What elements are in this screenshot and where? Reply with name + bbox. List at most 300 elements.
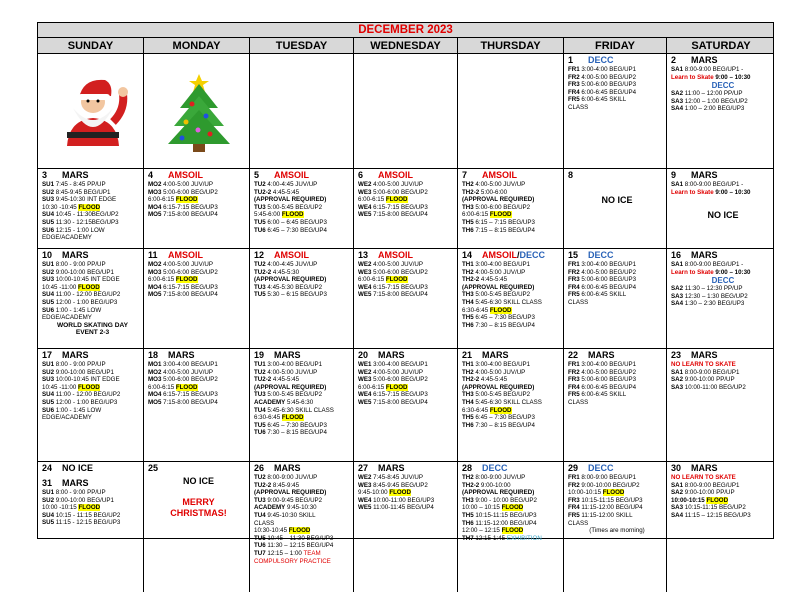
line-text: 8:45-9:45 BEG/UP1 [54, 188, 111, 196]
day-cell-tuesday [250, 249, 354, 348]
line-text: 6:00-6:45 SKILL [579, 96, 627, 104]
schedule-line [254, 414, 353, 422]
schedule-line [358, 399, 457, 407]
day-cell-wednesday [354, 249, 458, 348]
day-header [671, 463, 773, 474]
day-header [671, 55, 773, 66]
line-code: TH1 [462, 361, 474, 368]
schedule-line [568, 261, 666, 269]
schedule-line [462, 219, 563, 227]
schedule-line [462, 512, 563, 520]
line-text: 10:00-10:15 [568, 489, 603, 497]
rink-name: MARS [691, 463, 718, 473]
line-code: TU3 [254, 203, 266, 211]
schedule-line [358, 369, 457, 377]
schedule-line [462, 489, 563, 497]
day-cell-tuesday [250, 54, 354, 168]
schedule-line [358, 497, 457, 505]
schedule-line [462, 520, 563, 528]
line-text: 6:00-6:15 [148, 276, 176, 284]
line-code: MO5 [148, 398, 162, 406]
week-row [38, 54, 773, 169]
schedule-line [462, 422, 563, 430]
schedule-line [42, 497, 143, 505]
schedule-line [148, 284, 249, 292]
line-text: 12:00 - 1:00 BEG/UP3 [54, 298, 118, 306]
day-header [42, 170, 143, 181]
line-code: 10:00-10:15 [671, 496, 707, 504]
line-text: 12:15 - 1:00 LOW [54, 226, 105, 234]
day-cell-sunday [38, 249, 144, 348]
line-text: 6:00-6:15 [148, 383, 176, 391]
line-text: 8:00-9:00 JUV/UP [265, 474, 318, 481]
line-code: SA1 [671, 481, 684, 489]
schedule-line [42, 369, 143, 377]
line-text: 7:15-8:00 BEG/UP4 [371, 211, 428, 219]
line-text: 6:00-6:45 BEG/UP4 [579, 88, 637, 96]
flood-label: FLOOD [281, 414, 304, 422]
schedule-line [148, 369, 249, 377]
line-code: MO3 [148, 188, 162, 196]
schedule-line [358, 384, 457, 392]
rink-name: MARS [274, 463, 301, 473]
line-code: FR1 [568, 474, 580, 481]
line-code: WE5 [358, 291, 372, 299]
line-code: TU4 [254, 511, 266, 519]
week-row [38, 169, 773, 249]
line-code: FR5 [568, 391, 580, 399]
line-code: SU3 [42, 276, 55, 284]
line-code: SU3 [42, 376, 55, 384]
weekday-header [38, 38, 773, 54]
line-text: 5:30 – 6:15 BEG/UP3 [265, 291, 327, 299]
rink-name: MARS [588, 350, 615, 360]
line-text: 10:15 - 11:15 BEG/UP2 [54, 511, 121, 519]
day-cell-thursday [458, 349, 564, 461]
line-text: 5:00-5:45 BEG/UP2 [473, 391, 531, 399]
day-cell-thursday [458, 169, 564, 248]
line-code: WE4 [358, 496, 372, 504]
line-text: 9:00-10:00 PP/UP [683, 376, 735, 384]
week-row [38, 462, 773, 592]
line-code: TH5 [462, 314, 474, 322]
line-text: 1:30 – 2:30 BEG/UP3 [683, 300, 745, 308]
line-text: 5:00-5:45 BEG/UP2 [265, 203, 323, 211]
day-number: 4 [148, 170, 154, 180]
line-text: 3:00-4:00 BEG/UP1 [265, 361, 323, 368]
day-header [568, 250, 666, 261]
line-code: SU2 [42, 188, 55, 196]
line-text: 9:00-10:00 BEG/UP1 [54, 368, 114, 376]
line-code: WE3 [358, 268, 372, 276]
schedule-line [42, 376, 143, 384]
line-code: MO2 [148, 261, 162, 268]
schedule-line: WORLD SKATING DAY [56, 321, 129, 329]
line-code: TU6 [254, 226, 266, 234]
line-code: SA2 [671, 285, 684, 293]
line-text: 12:15-1:45 [473, 534, 507, 542]
schedule-line [254, 189, 353, 197]
schedule-line [42, 361, 143, 369]
line-code: SU4 [42, 391, 55, 399]
schedule-line [254, 407, 353, 415]
schedule-line [148, 361, 249, 369]
line-text: 1:00 - 1:45 LOW [54, 306, 102, 314]
schedule-line [462, 196, 563, 204]
day-header [358, 170, 457, 181]
schedule-line [42, 307, 143, 315]
week-row [38, 349, 773, 462]
day-number: 16 [671, 250, 682, 260]
line-code: TH3 [462, 391, 474, 399]
schedule-line [358, 474, 457, 482]
flood-label: FLOOD [78, 504, 101, 512]
line-text: 8:45-9:45 [271, 481, 300, 489]
schedule-line [254, 276, 353, 284]
merry-christmas-label [148, 497, 249, 519]
day-number: 11 [148, 250, 158, 260]
line-text: 5:00-6:00 BEG/UP3 [579, 276, 637, 284]
schedule-line [254, 219, 353, 227]
schedule-line [42, 181, 143, 189]
line-text: 7:15 – 8:15 BEG/UP4 [473, 226, 535, 234]
line-code: TU7 [254, 549, 266, 557]
schedule-line [671, 285, 773, 293]
rink-name [482, 250, 545, 260]
schedule-line [254, 204, 353, 212]
day-number: 31 [42, 478, 53, 488]
day-header [148, 170, 249, 181]
schedule-line [671, 497, 773, 505]
day-cell-friday [564, 54, 667, 168]
learn-to-skate-label: Learn to Skate [671, 268, 714, 276]
schedule-line [462, 204, 563, 212]
schedule-line [671, 512, 773, 520]
schedule-line [568, 497, 666, 505]
learn-to-skate-time: 9:00 – 10:30 [713, 188, 751, 196]
line-text: EDGE/ACADEMY [42, 414, 92, 422]
schedule-line [462, 181, 563, 189]
day-header [254, 250, 353, 261]
rink-name: MARS [378, 463, 405, 473]
schedule-line [148, 391, 249, 399]
line-code: SU6 [42, 226, 55, 234]
line-code: TH3 [462, 203, 474, 211]
schedule-line [462, 284, 563, 292]
schedule-line [148, 261, 249, 269]
line-code: (APPROVAL REQUIRED) [254, 276, 327, 284]
day-header [42, 350, 143, 361]
line-text: 6:00-6:15 [358, 196, 386, 204]
day-cell-monday [144, 54, 250, 168]
line-text: 10:15-11:15 BEG/UP3 [473, 511, 537, 519]
line-text: 9:00-9:45 BEG/UP2 [265, 496, 323, 504]
schedule-line [254, 520, 353, 528]
schedule-line [254, 384, 353, 392]
schedule-line [42, 234, 143, 242]
line-text: 4:00-5:00 JUV/UP [473, 368, 526, 376]
rink-name: AMSOIL [378, 170, 413, 180]
line-text: 9:45-10:00 [358, 489, 390, 497]
line-text: 12:15 – 1:00 [265, 549, 304, 557]
line-code: FR2 [568, 73, 580, 81]
rink-name: MARS [482, 350, 509, 360]
line-text: 4:45-5:45 [271, 376, 300, 384]
day-number: 2 [671, 55, 677, 65]
line-code: TU2 [254, 261, 266, 268]
line-text: 10:00-11:00 BEG/UP3 [371, 496, 435, 504]
line-code: TH4 [462, 398, 474, 406]
line-code: SU1 [42, 261, 55, 268]
line-code: WE1 [358, 361, 372, 368]
schedule-line [462, 527, 563, 535]
line-text: 3:00-4:00 BEG/UP1 [161, 361, 218, 368]
schedule-line [42, 219, 143, 227]
schedule-line [254, 376, 353, 384]
line-code: TU3 [254, 283, 266, 291]
rink-name: DECC [482, 463, 508, 473]
schedule-line [671, 376, 773, 384]
line-text: 5:00-6:00 BEG/UP2 [371, 376, 428, 384]
schedule-line [42, 211, 143, 219]
line-text: 4:00-5:00 JUV/UP [161, 368, 214, 376]
day-header [462, 463, 563, 474]
day-cell-saturday [667, 249, 773, 348]
day-cell-monday [144, 169, 250, 248]
rink-name: MARS [62, 170, 89, 180]
line-text: 4:00-5:00 JUV/UP [371, 181, 424, 188]
line-code: FR5 [568, 96, 580, 104]
day-header [42, 463, 143, 474]
day-cell-wednesday [354, 462, 458, 592]
line-text: 8:00-9:00 BEG/UP1 - [683, 261, 744, 268]
line-code: TH6 [462, 321, 474, 329]
line-code: TH2 [462, 268, 474, 276]
schedule-line [42, 276, 143, 284]
line-text: 11:30 – 12:15 BEG/UP4 [265, 542, 334, 550]
line-text: 4:00-5:00 JUV/UP [473, 268, 526, 276]
rink-part: / [517, 250, 520, 260]
weekday-wednesday: WEDNESDAY [354, 38, 458, 54]
day-header [358, 350, 457, 361]
line-code: SU1 [42, 489, 55, 496]
rink-name: MARS [168, 350, 195, 360]
day-header [42, 250, 143, 261]
schedule-line [568, 520, 666, 528]
schedule-line [358, 482, 457, 490]
day-number: 8 [568, 170, 574, 180]
line-text: 7:30 – 8:15 BEG/UP4 [473, 421, 535, 429]
schedule-line [568, 276, 666, 284]
line-text: 6:45 – 7:30 BEG/UP4 [265, 226, 327, 234]
line-code: FR5 [568, 291, 580, 299]
day-number: 13 [358, 250, 369, 260]
day-header [148, 463, 249, 474]
schedule-line [254, 527, 353, 535]
schedule-line [462, 314, 563, 322]
schedule-line [568, 391, 666, 399]
flood-label: FLOOD [281, 211, 304, 219]
line-text: 6:00-6:15 [148, 196, 176, 204]
flood-label: FLOOD [706, 496, 729, 504]
schedule-line [42, 269, 143, 277]
line-red-text: COMPULSORY PRACTICE [254, 557, 331, 565]
line-text: 6:45 – 7:30 BEG/UP3 [265, 421, 327, 429]
santa-svg [53, 70, 133, 154]
learn-to-skate-label: Learn to Skate [671, 73, 714, 81]
schedule-line [254, 474, 353, 482]
line-code: TU5 [254, 218, 266, 226]
line-code: WE3 [358, 481, 372, 489]
day-number: 29 [568, 463, 579, 473]
line-text: 5:00-5:45 BEG/UP2 [473, 291, 531, 299]
line-text: 4:00-5:00 JUV/UP [161, 181, 214, 188]
line-code: TU2 [254, 368, 266, 376]
no-ice-label: NO ICE [182, 476, 214, 486]
schedule-line [462, 497, 563, 505]
day-cell-saturday [667, 169, 773, 248]
schedule-line [42, 189, 143, 197]
line-text: 6:00-6:15 [358, 276, 386, 284]
line-code: SU4 [42, 291, 55, 299]
santa-icon [42, 55, 143, 168]
line-text: 8:00 - 9:00 PP/UP [54, 261, 106, 268]
day-cell-tuesday [250, 169, 354, 248]
line-text: 9:00-10:00 PP/UP [683, 489, 735, 497]
line-code: MO2 [148, 368, 162, 376]
line-code: (APPROVAL REQUIRED) [462, 196, 535, 204]
line-text: 5:00-6:00 BEG/UP2 [371, 268, 428, 276]
line-code: FR4 [568, 283, 580, 291]
rink-name: DECC [588, 463, 614, 473]
line-code: TU5 [254, 534, 266, 542]
schedule-line [358, 196, 457, 204]
schedule-line [42, 196, 143, 204]
line-text: 6:15-7:15 BEG/UP3 [161, 391, 218, 399]
rink-name: AMSOIL [482, 170, 517, 180]
line-text: 6:30-6:45 [254, 414, 282, 422]
line-code: WE4 [358, 391, 372, 399]
rink-name: AMSOIL [168, 250, 203, 260]
rink-name: MARS [378, 350, 405, 360]
schedule-line [462, 376, 563, 384]
day-number: 10 [42, 250, 53, 260]
line-text: 7:15-8:00 BEG/UP4 [371, 291, 428, 299]
day-number: 14 [462, 250, 473, 260]
schedule-line [148, 196, 249, 204]
line-text: 10:45 -11:00 [42, 283, 79, 291]
line-text: 4:00-4:45 JUV/UP [265, 261, 318, 268]
rink-name: MARS [691, 250, 718, 260]
day-number: 6 [358, 170, 364, 180]
line-code: WE3 [358, 188, 372, 196]
line-code: SU2 [42, 268, 55, 276]
line-code: WE2 [358, 368, 372, 376]
line-text: 6:00-6:45 BEG/UP4 [579, 283, 637, 291]
merry-line: CHRISTMAS! [170, 508, 227, 518]
line-text: 10:45 -11:00 [42, 383, 79, 391]
rink-name: MARS [274, 350, 301, 360]
schedule-line [568, 66, 666, 74]
line-code: MO3 [148, 376, 162, 384]
line-text: 4:45-5:45 [479, 276, 508, 284]
schedule-line [568, 399, 666, 407]
line-text: CLASS [568, 519, 589, 527]
line-text: 10:30 -10:45 [42, 203, 79, 211]
line-text: 1:00 - 1:45 LOW [54, 406, 102, 414]
day-cell-sunday [38, 169, 144, 248]
line-code: MO4 [148, 283, 162, 291]
line-text: 4:00-5:00 JUV/UP [161, 261, 214, 268]
line-code: WE5 [358, 211, 372, 219]
line-text: 12:00 – 1:00 BEG/UP2 [683, 97, 748, 105]
line-text: 7:30 – 8:15 BEG/UP4 [265, 429, 327, 437]
schedule-line [148, 269, 249, 277]
line-code: MO3 [148, 268, 162, 276]
day-header [358, 463, 457, 474]
exhibition-label: EXHIBITION [506, 534, 542, 542]
schedule-line: (Times are morning) [589, 527, 645, 535]
line-text: 6:15-7:15 BEG/UP3 [371, 391, 428, 399]
weekday-thursday: THURSDAY [458, 38, 564, 54]
line-code: MO2 [148, 181, 162, 188]
line-text: 8:00-9:00 BEG/UP1 [579, 474, 637, 481]
line-code: TU2-2 [254, 481, 272, 489]
schedule-line [462, 482, 563, 490]
schedule-line [358, 181, 457, 189]
line-code: SU1 [42, 181, 55, 188]
line-text: 7:45-8:45 JUV/UP [371, 474, 424, 481]
line-code: MO5 [148, 291, 162, 299]
day-header [462, 350, 563, 361]
line-text: 8:00 - 9:00 PP/UP [54, 361, 106, 368]
line-text: 4:00-5:00 BEG/UP2 [579, 73, 637, 81]
schedule-line [254, 227, 353, 235]
line-code: FR3 [568, 81, 580, 89]
rink-name: NO ICE [62, 463, 94, 473]
schedule-line [148, 291, 249, 299]
line-text: 4:45-5:45 [479, 376, 508, 384]
line-code: TU2-2 [254, 188, 272, 196]
rink-name: DECC [588, 55, 614, 65]
schedule-line [671, 384, 773, 392]
schedule-line [254, 558, 353, 566]
rink-name: AMSOIL [378, 250, 414, 260]
line-text: 6:45 – 7:30 BEG/UP3 [473, 414, 535, 422]
schedule-line [671, 482, 773, 490]
schedule-line [462, 535, 563, 543]
schedule-line [568, 361, 666, 369]
line-code: WE2 [358, 474, 372, 481]
schedule-line [462, 269, 563, 277]
day-header [568, 350, 666, 361]
line-code: FR3 [568, 276, 580, 284]
line-code: TH3 [462, 291, 474, 299]
line-code: SA1 [671, 261, 684, 268]
line-code: TH6 [462, 226, 474, 234]
line-text: 4:45-5:45 [271, 188, 300, 196]
weekday-monday: MONDAY [144, 38, 250, 54]
day-number: 25 [148, 463, 159, 473]
line-code: SA3 [671, 97, 684, 105]
no-ice-label: NO ICE [601, 195, 633, 205]
day-header [671, 350, 773, 361]
flood-label: FLOOD [602, 489, 625, 497]
day-number: 17 [42, 350, 53, 360]
line-text: 6:15-7:15 BEG/UP3 [371, 283, 428, 291]
day-cell-friday [564, 349, 667, 461]
line-code: (APPROVAL REQUIRED) [254, 383, 327, 391]
